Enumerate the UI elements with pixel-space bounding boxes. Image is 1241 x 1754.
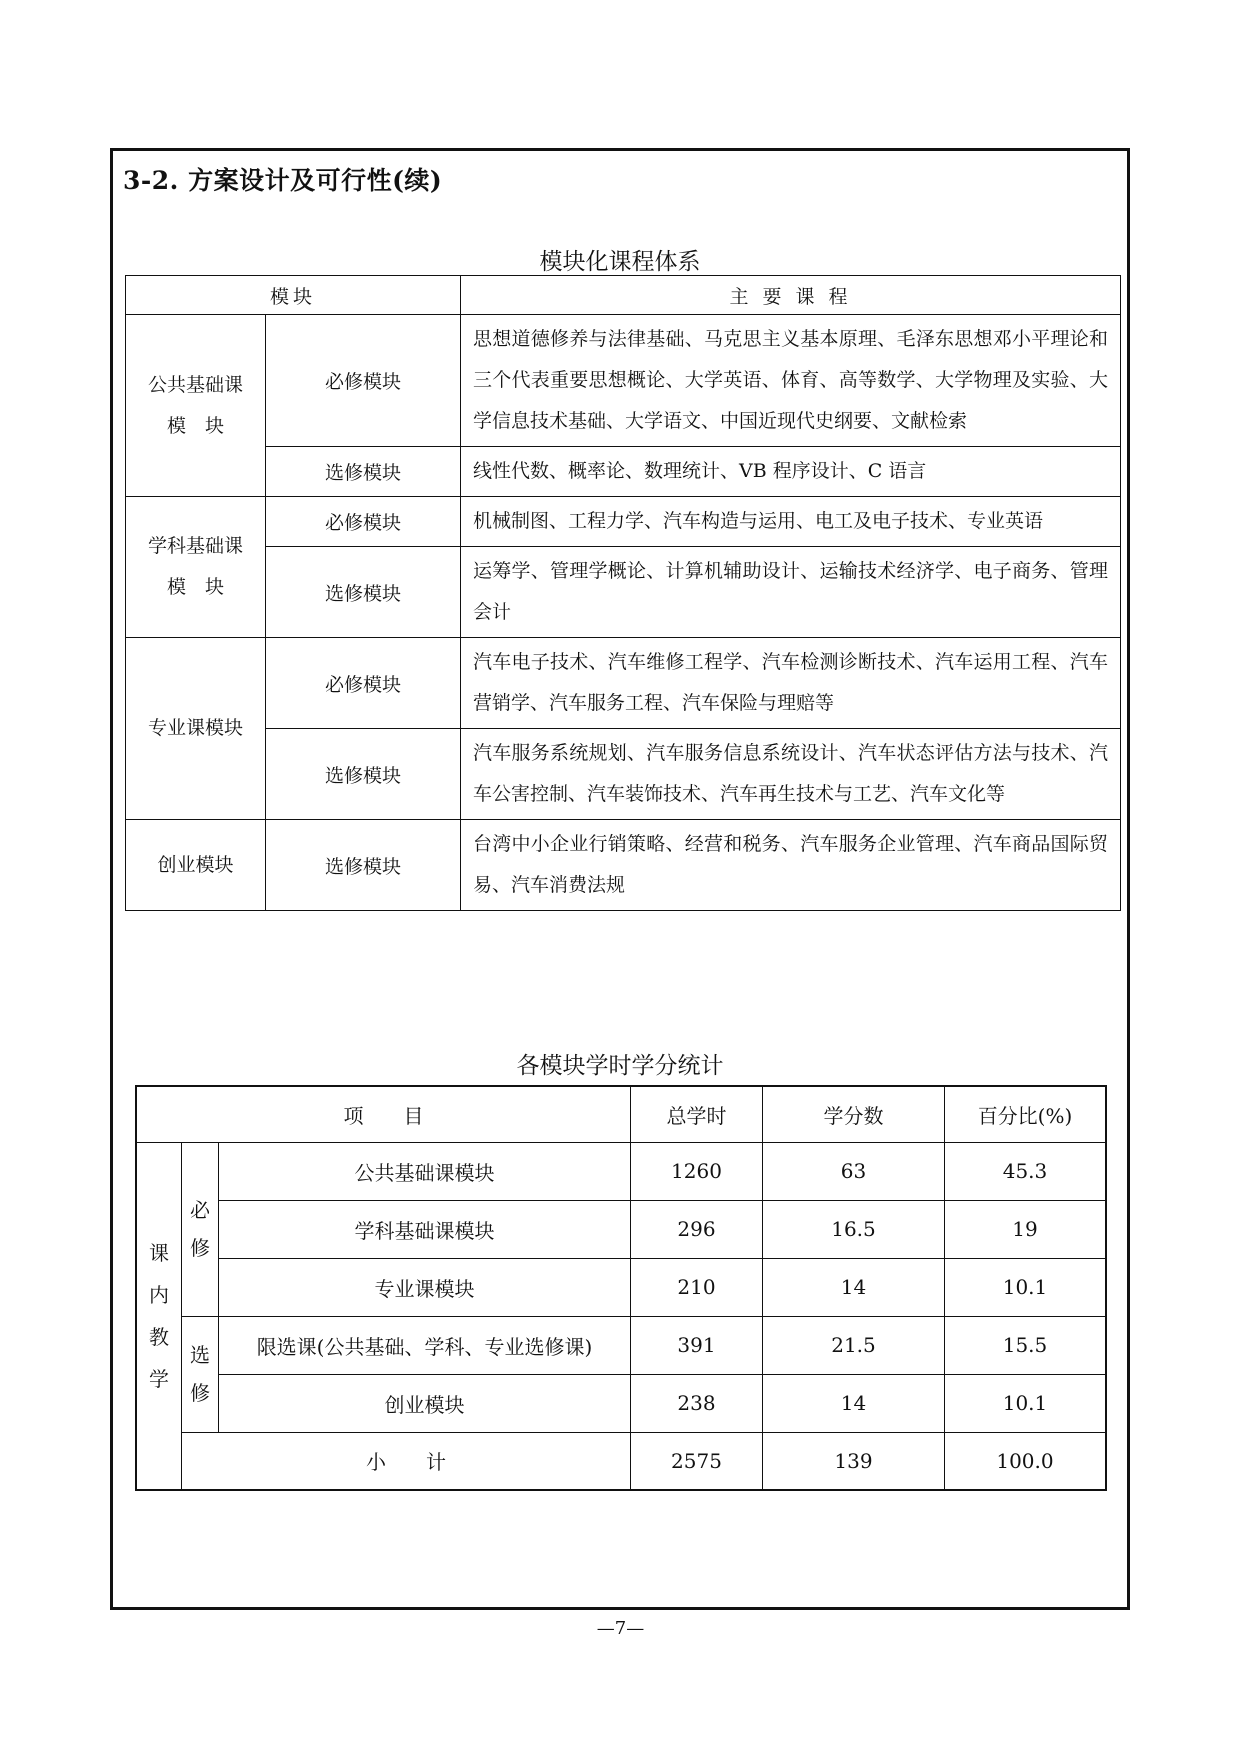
course-list: 汽车电子技术、汽车维修工程学、汽车检测诊断技术、汽车运用工程、汽车营销学、汽车服务工程、汽车保险与理赔等 bbox=[461, 638, 1121, 729]
percent-cell: 15.5 bbox=[945, 1316, 1107, 1374]
hours-cell: 391 bbox=[631, 1316, 763, 1374]
table-row bbox=[136, 1142, 1106, 1200]
credits-cell: 63 bbox=[763, 1142, 945, 1200]
course-list: 汽车服务系统规划、汽车服务信息系统设计、汽车状态评估方法与技术、汽车公害控制、汽车装饰技术、汽车再生技术与工艺、汽车文化等 bbox=[461, 729, 1121, 820]
subtotal-row bbox=[136, 1432, 1106, 1490]
table-row bbox=[126, 729, 1121, 820]
group-major-label: 专业课模块 bbox=[126, 638, 266, 820]
course-list: 线性代数、概率论、数理统计、VB 程序设计、C 语言 bbox=[461, 447, 1121, 497]
group-public-label: 公共基础课 模 块 bbox=[126, 315, 266, 497]
module-type: 选修模块 bbox=[266, 547, 461, 638]
table-row bbox=[136, 1374, 1106, 1432]
item-cell: 公共基础课模块 bbox=[219, 1142, 631, 1200]
group-subject-label: 学科基础课 模 块 bbox=[126, 497, 266, 638]
course-list: 台湾中小企业行销策略、经营和税务、汽车服务企业管理、汽车商品国际贸易、汽车消费法规 bbox=[461, 820, 1121, 911]
item-cell: 学科基础课模块 bbox=[219, 1200, 631, 1258]
credits-cell: 14 bbox=[763, 1374, 945, 1432]
credits-cell: 21.5 bbox=[763, 1316, 945, 1374]
credits-header: 学分数 bbox=[763, 1086, 945, 1142]
module-type: 必修模块 bbox=[266, 497, 461, 547]
subtotal-label: 小 计 bbox=[182, 1432, 631, 1490]
percent-header: 百分比(%) bbox=[945, 1086, 1107, 1142]
hours-cell: 2575 bbox=[631, 1432, 763, 1490]
table-header-row bbox=[126, 276, 1121, 315]
table-row bbox=[126, 497, 1121, 547]
credit-stats-caption: 各模块学时学分统计 bbox=[516, 1053, 724, 1079]
table-header-row bbox=[136, 1086, 1106, 1142]
section-title: 3-2. 方案设计及可行性(续) bbox=[123, 166, 443, 195]
hours-cell: 1260 bbox=[631, 1142, 763, 1200]
percent-cell: 10.1 bbox=[945, 1374, 1107, 1432]
table-row bbox=[136, 1316, 1106, 1374]
module-type: 必修模块 bbox=[266, 315, 461, 447]
elective-label: 选 修 bbox=[182, 1316, 219, 1432]
page-number: —7— bbox=[596, 1618, 645, 1639]
percent-cell: 19 bbox=[945, 1200, 1107, 1258]
item-header: 项 目 bbox=[136, 1086, 631, 1142]
course-list: 运筹学、管理学概论、计算机辅助设计、运输技术经济学、电子商务、管理会计 bbox=[461, 547, 1121, 638]
credits-cell: 14 bbox=[763, 1258, 945, 1316]
module-type: 必修模块 bbox=[266, 638, 461, 729]
module-type: 选修模块 bbox=[266, 820, 461, 911]
table-row bbox=[126, 638, 1121, 729]
module-type: 选修模块 bbox=[266, 729, 461, 820]
hours-cell: 296 bbox=[631, 1200, 763, 1258]
table-row bbox=[126, 547, 1121, 638]
item-cell: 专业课模块 bbox=[219, 1258, 631, 1316]
table-row bbox=[136, 1200, 1106, 1258]
course-list: 机械制图、工程力学、汽车构造与运用、电工及电子技术、专业英语 bbox=[461, 497, 1121, 547]
percent-cell: 45.3 bbox=[945, 1142, 1107, 1200]
hours-cell: 238 bbox=[631, 1374, 763, 1432]
hours-cell: 210 bbox=[631, 1258, 763, 1316]
item-cell: 创业模块 bbox=[219, 1374, 631, 1432]
courses-header: 主 要 课 程 bbox=[461, 276, 1121, 315]
content-frame bbox=[110, 148, 1130, 1610]
percent-cell: 100.0 bbox=[945, 1432, 1107, 1490]
item-cell: 限选课(公共基础、学科、专业选修课) bbox=[219, 1316, 631, 1374]
table-row bbox=[126, 447, 1121, 497]
course-system-table bbox=[125, 275, 1121, 911]
table-row bbox=[126, 315, 1121, 447]
module-type: 选修模块 bbox=[266, 447, 461, 497]
module-header: 模块 bbox=[126, 276, 461, 315]
percent-cell: 10.1 bbox=[945, 1258, 1107, 1316]
course-list: 思想道德修养与法律基础、马克思主义基本原理、毛泽东思想邓小平理论和三个代表重要思想概论、大学英语、体育、高等数学、大学物理及实验、大学信息技术基础、大学语文、中国近现代史纲要、文献检索 bbox=[461, 315, 1121, 447]
credits-cell: 139 bbox=[763, 1432, 945, 1490]
required-label: 必 修 bbox=[182, 1142, 219, 1316]
table-row bbox=[136, 1258, 1106, 1316]
group-startup-label: 创业模块 bbox=[126, 820, 266, 911]
table-row bbox=[126, 820, 1121, 911]
hours-header: 总学时 bbox=[631, 1086, 763, 1142]
credit-stats-table bbox=[135, 1085, 1107, 1491]
in-class-teaching-label: 课 内 教 学 bbox=[136, 1142, 182, 1490]
course-system-caption: 模块化课程体系 bbox=[539, 249, 701, 275]
credits-cell: 16.5 bbox=[763, 1200, 945, 1258]
